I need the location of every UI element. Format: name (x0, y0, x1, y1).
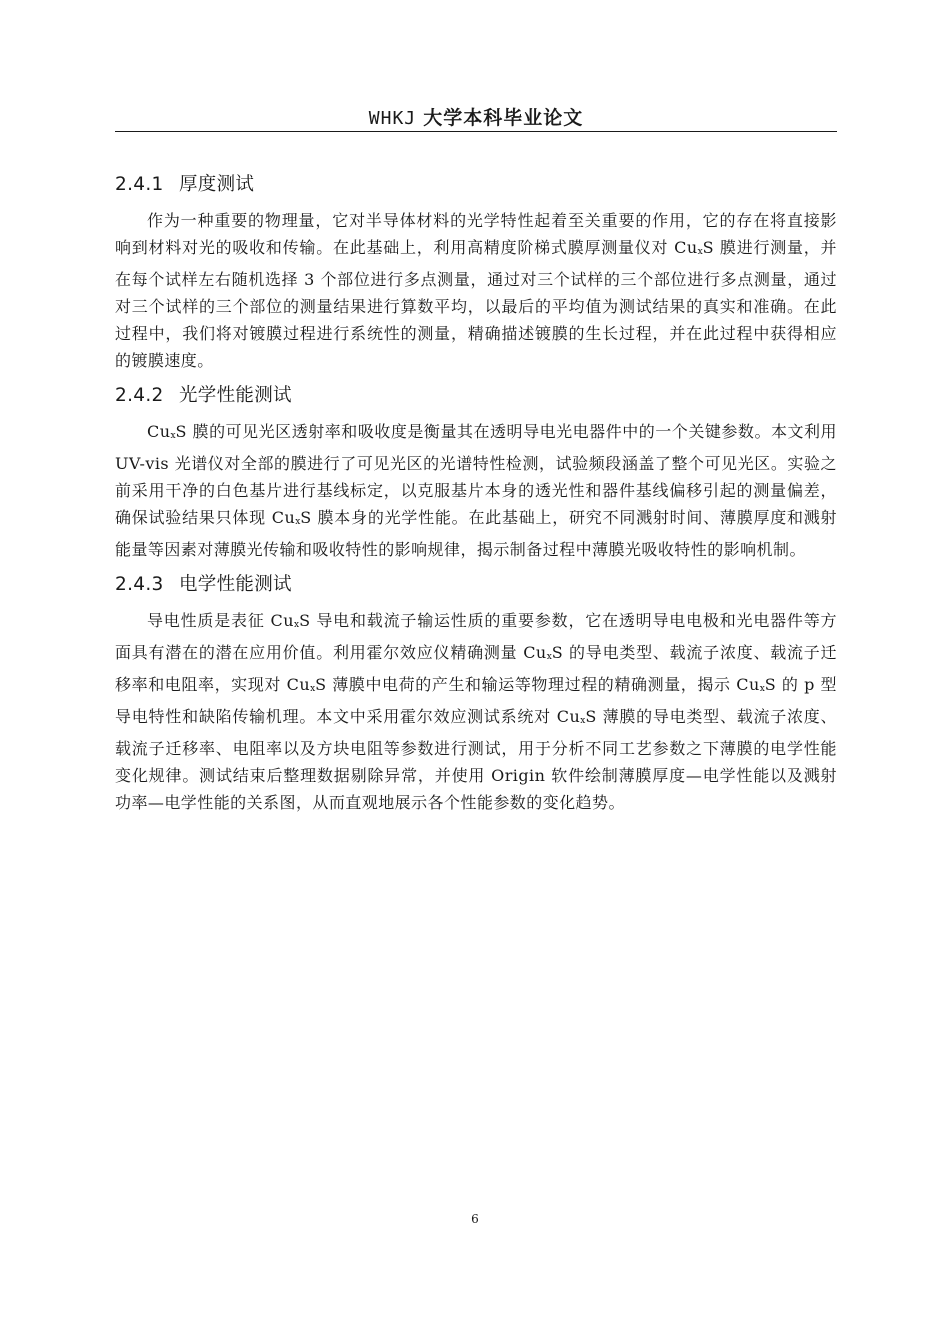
body-text (115, 171, 837, 824)
subscript: x (546, 652, 552, 662)
text-run: S 的导电类型、载流子浓度、载流子迁移率和电阻率，实现对 Cu (115, 643, 837, 694)
section-electrical-test (115, 571, 837, 816)
section-heading (115, 571, 837, 599)
subscript: x (310, 684, 316, 694)
paragraph (115, 207, 837, 374)
header-title: 大学本科毕业论文 (423, 107, 584, 129)
section-title: 光学性能测试 (179, 385, 292, 406)
text-run: S 膜的可见光区透射率和吸收度是衡量其在透明导电光电器件中的一个关键参数。本文利用 UV-vis 光谱仪对全部的膜进行了可见光区的光谱特性检测，试验频段涵盖了整个可见光区。实验之前采用干净的白色基片进行基线标定，以克服基片本身的透光性和器件基线偏移引起的测量偏差，确保试验结果只体现 Cu (115, 422, 837, 527)
subscript: x (580, 716, 586, 726)
text-run: S 薄膜中电荷的产生和输运等物理过程的精确测量，揭示 Cu (315, 675, 760, 694)
text-run: Cu (147, 422, 171, 441)
running-header (115, 103, 837, 130)
section-thickness-test (115, 171, 837, 374)
section-title: 厚度测试 (179, 174, 255, 195)
text-run: 作为一种重要的物理量，它对半导体材料的光学特性起着至关重要的作用，它的存在将直接影响到材料对光的吸收和传输。在此基础上，利用高精度阶梯式膜厚测量仪对 Cu (115, 211, 837, 257)
section-number: 2.4.2 (115, 385, 164, 406)
section-number: 2.4.1 (115, 174, 164, 195)
subscript: x (759, 684, 765, 694)
subscript: x (295, 517, 301, 527)
text-run: S 的 p 型导电特性和缺陷传输机理。本文中采用霍尔效应测试系统对 Cu (115, 675, 837, 726)
section-number: 2.4.3 (115, 574, 164, 595)
paragraph (115, 607, 837, 816)
subscript: x (170, 431, 176, 441)
page-number: 6 (471, 1212, 479, 1226)
subscript: x (293, 620, 300, 630)
text-run: 导电性质是表征 Cu (147, 611, 294, 630)
header-rule (115, 131, 837, 132)
subscript: x (697, 247, 703, 257)
section-heading (115, 382, 837, 410)
text-run: S 膜进行测量，并在每个试样左右随机选择 3 个部位进行多点测量，通过对三个试样的三个部位进行多点测量，通过对三个试样的三个部位的测量结果进行算数平均，以最后的平均值为测试结果的真实和准确。在此过程中，我们将对镀膜过程进行系统性的测量，精确描述镀膜的生长过程，并在此过程中获得相应的镀膜速度。 (115, 238, 837, 370)
section-optical-test (115, 382, 837, 563)
text-run: S 膜本身的光学性能。在此基础上，研究不同溅射时间、薄膜厚度和溅射能量等因素对薄膜光传输和吸收特性的影响规律，揭示制备过程中薄膜光吸收特性的影响机制。 (115, 508, 837, 559)
paragraph (115, 418, 837, 563)
header-latin: WHKJ (368, 108, 417, 129)
section-title: 电学性能测试 (179, 574, 292, 595)
section-heading (115, 171, 837, 199)
text-run: S 导电和载流子输运性质的重要参数，它在透明导电电极和光电器件等方面具有潜在的潜在应用价值。利用霍尔效应仪精确测量 Cu (115, 611, 837, 662)
text-run: S 薄膜的导电类型、载流子浓度、载流子迁移率、电阻率以及方块电阻等参数进行测试，用于分析不同工艺参数之下薄膜的电学性能变化规律。测试结束后整理数据剔除异常，并使用 Origin 软件绘制薄膜厚度—电学性能以及溅射功率—电学性能的关系图，从而直观地展示各个性能参数的变化趋势。 (115, 707, 837, 812)
